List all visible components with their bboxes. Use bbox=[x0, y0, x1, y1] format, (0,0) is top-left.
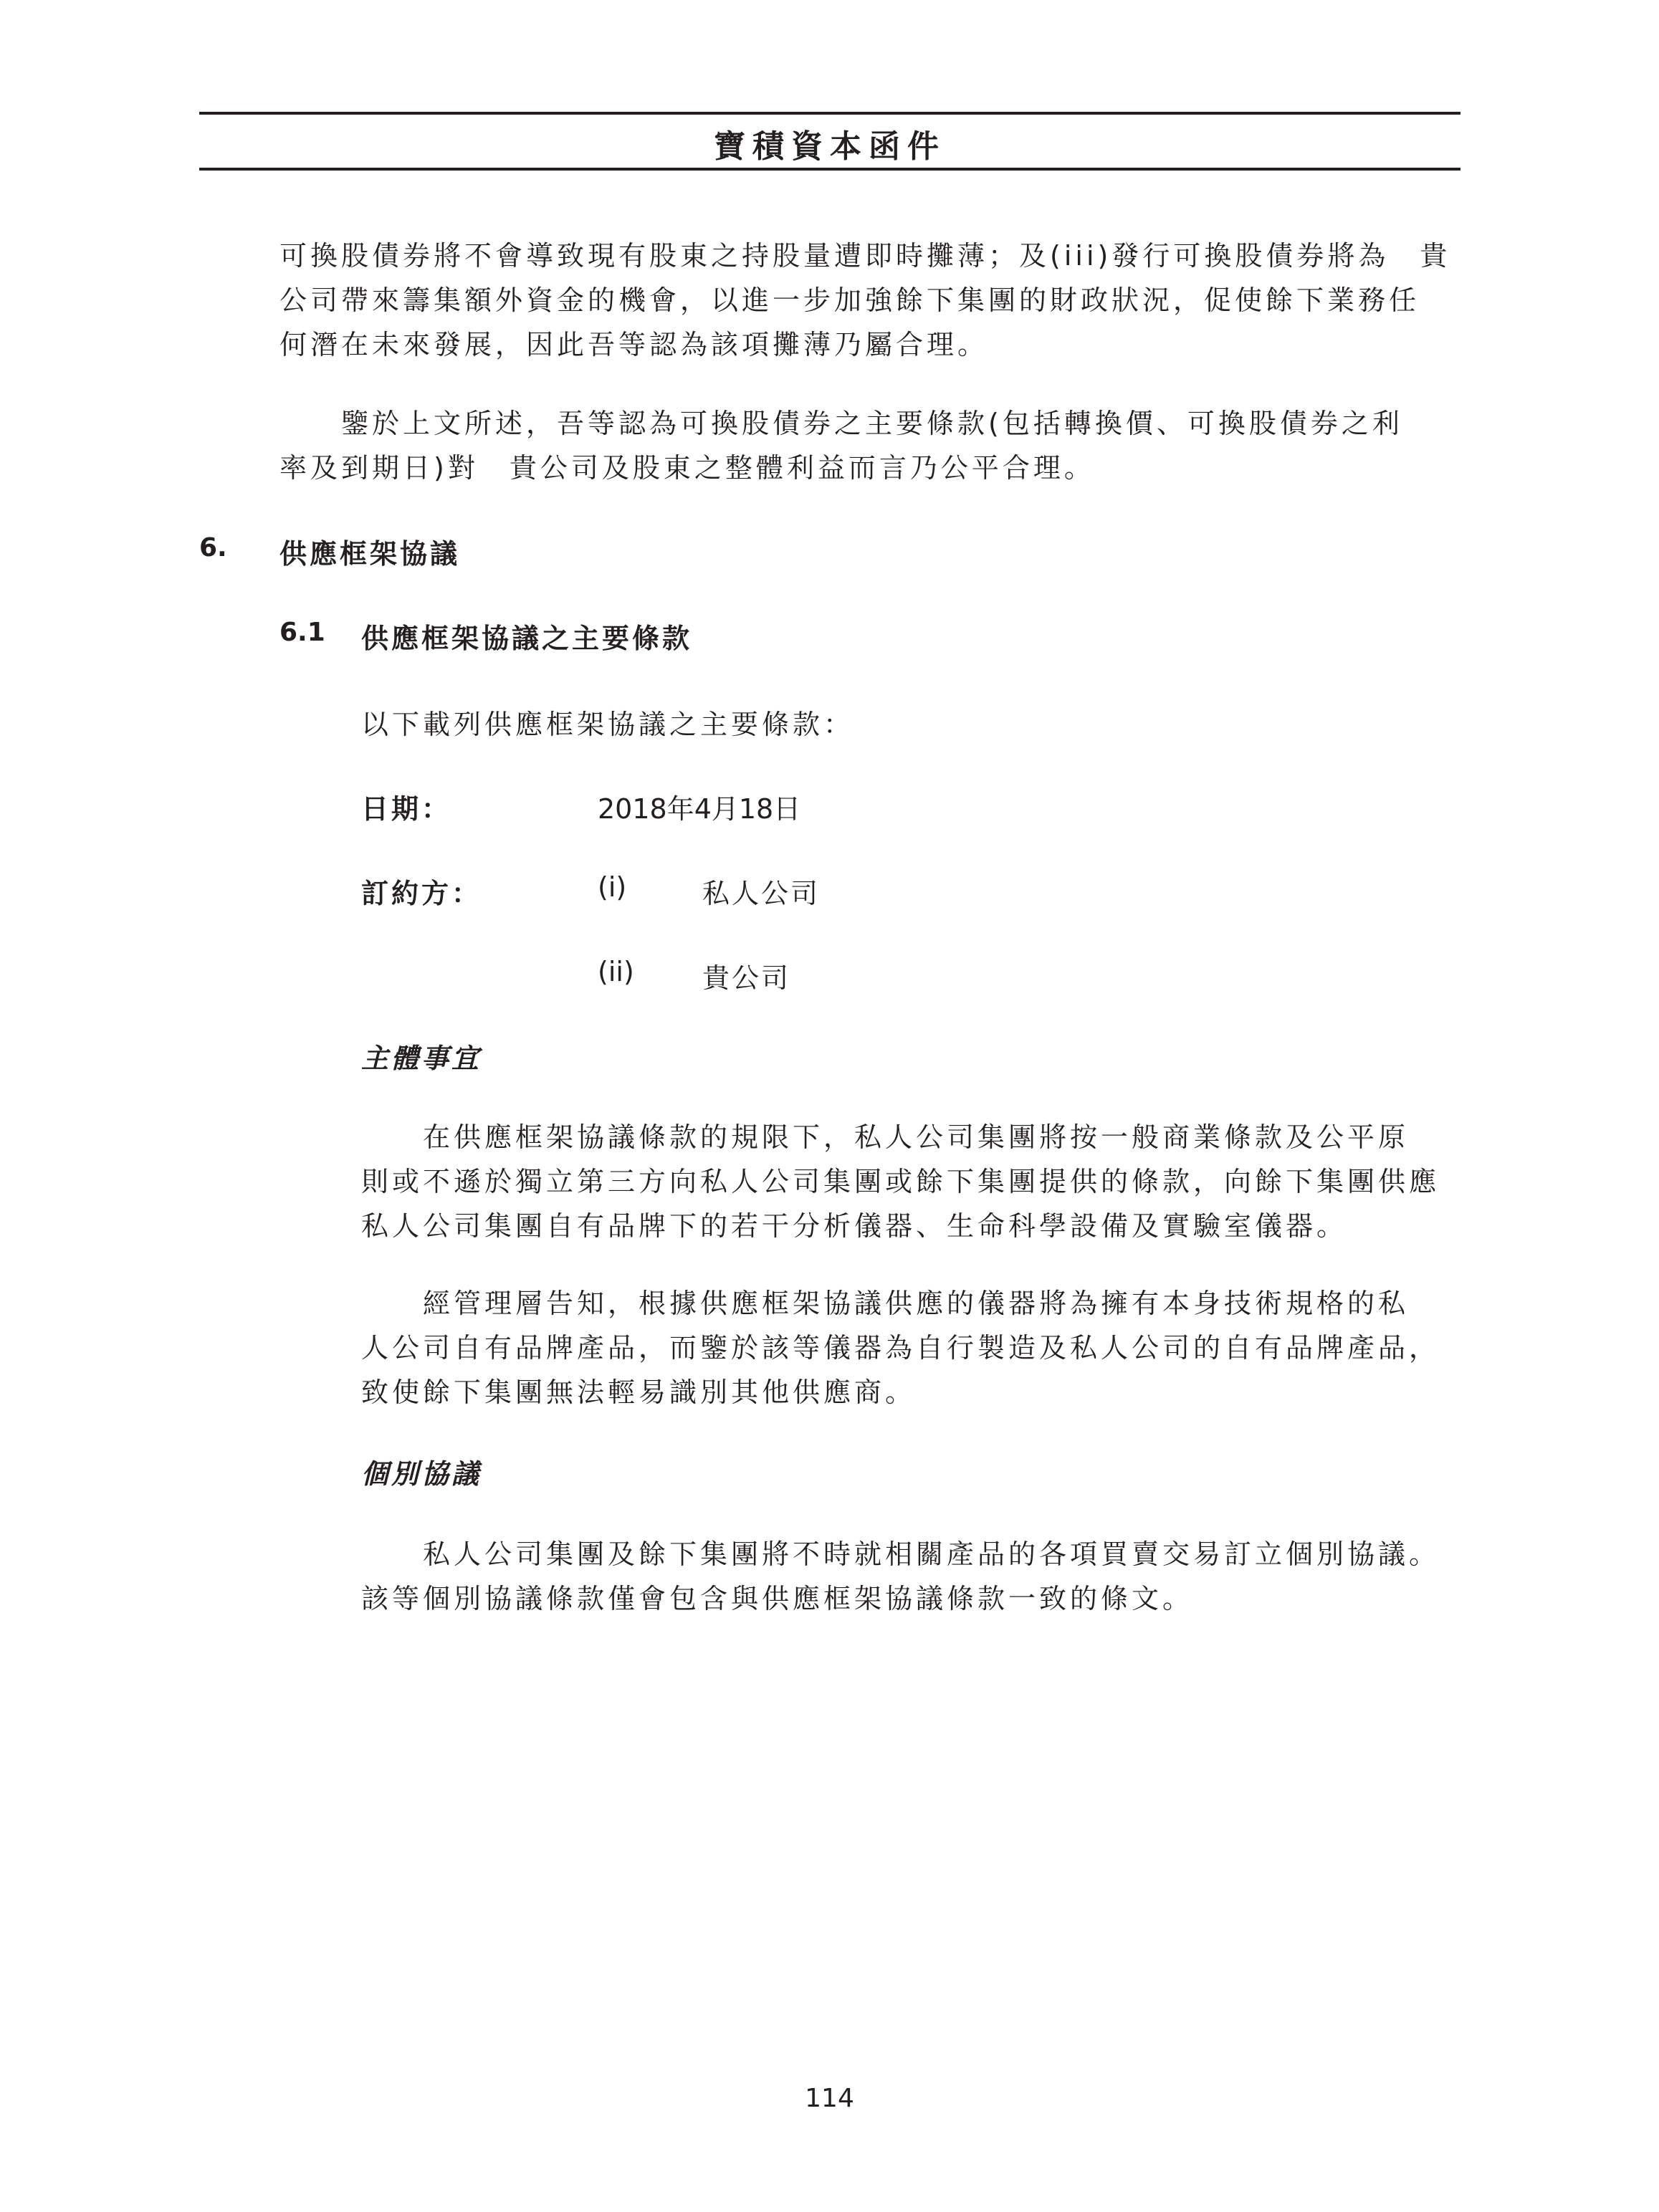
text-line: 致使餘下集團無法輕易識別其他供應商。 bbox=[361, 1376, 917, 1408]
text-line: 私人公司集團及餘下集團將不時就相關產品的各項買賣交易訂立個別協議。 bbox=[361, 1538, 1440, 1570]
text-line: 率及到期日)對 貴公司及股東之整體利益而言乃公平合理。 bbox=[279, 452, 1095, 484]
section-title: 供應框架協議 bbox=[279, 538, 461, 570]
header-top-rule bbox=[199, 112, 1460, 115]
text-line: 公司帶來籌集額外資金的機會，以進一步加強餘下集團的財政狀況，促使餘下業務任 bbox=[279, 284, 1420, 316]
party-name: 私人公司 bbox=[702, 878, 821, 909]
date-label: 日期： bbox=[361, 793, 452, 825]
date-value: 2018年4月18日 bbox=[598, 793, 801, 825]
party-number: (ii) bbox=[598, 956, 634, 987]
text-line: 可換股債券將不會導致現有股東之持股量遭即時攤薄；及(iii)發行可換股債券將為 貴 bbox=[279, 240, 1451, 272]
text-line: 則或不遜於獨立第三方向私人公司集團或餘下集團提供的條款，向餘下集團供應 bbox=[361, 1166, 1440, 1197]
paragraph-subject-2 bbox=[361, 1281, 1440, 1414]
subsection-title: 供應框架協議之主要條款 bbox=[361, 623, 693, 654]
paragraph-individual bbox=[361, 1532, 1440, 1621]
text-line: 鑒於上文所述，吾等認為可換股債券之主要條款(包括轉換價、可換股債券之利 bbox=[279, 408, 1403, 439]
page-header-title: 寶積資本函件 bbox=[714, 128, 946, 165]
text-line: 該等個別協議條款僅會包含與供應框架協議條款一致的條文。 bbox=[361, 1583, 1194, 1614]
section-number: 6. bbox=[199, 533, 227, 562]
party-number: (i) bbox=[598, 871, 627, 903]
page-number: 114 bbox=[805, 2084, 854, 2113]
subject-heading: 主體事宜 bbox=[361, 1043, 482, 1074]
paragraph-subject-1 bbox=[361, 1115, 1440, 1248]
text-line: 人公司自有品牌產品，而鑒於該等儀器為自行製造及私人公司的自有品牌產品， bbox=[361, 1332, 1440, 1364]
subsection-number: 6.1 bbox=[279, 618, 325, 647]
individual-heading: 個別協議 bbox=[361, 1458, 482, 1490]
party-name: 貴公司 bbox=[702, 962, 791, 994]
text-line: 私人公司集團自有品牌下的若干分析儀器、生命科學設備及實驗室儀器。 bbox=[361, 1210, 1348, 1242]
paragraph-conclusion bbox=[279, 401, 1403, 490]
text-line: 何潛在未來發展，因此吾等認為該項攤薄乃屬合理。 bbox=[279, 329, 989, 360]
text-line: 經管理層告知，根據供應框架協議供應的儀器將為擁有本身技術規格的私 bbox=[361, 1288, 1410, 1319]
terms-intro: 以下載列供應框架協議之主要條款： bbox=[361, 709, 855, 740]
header-bottom-rule bbox=[199, 168, 1460, 171]
parties-label: 訂約方： bbox=[361, 878, 482, 909]
paragraph-dilution bbox=[279, 234, 1450, 367]
text-line: 在供應框架協議條款的規限下，私人公司集團將按一般商業條款及公平原 bbox=[361, 1121, 1410, 1153]
